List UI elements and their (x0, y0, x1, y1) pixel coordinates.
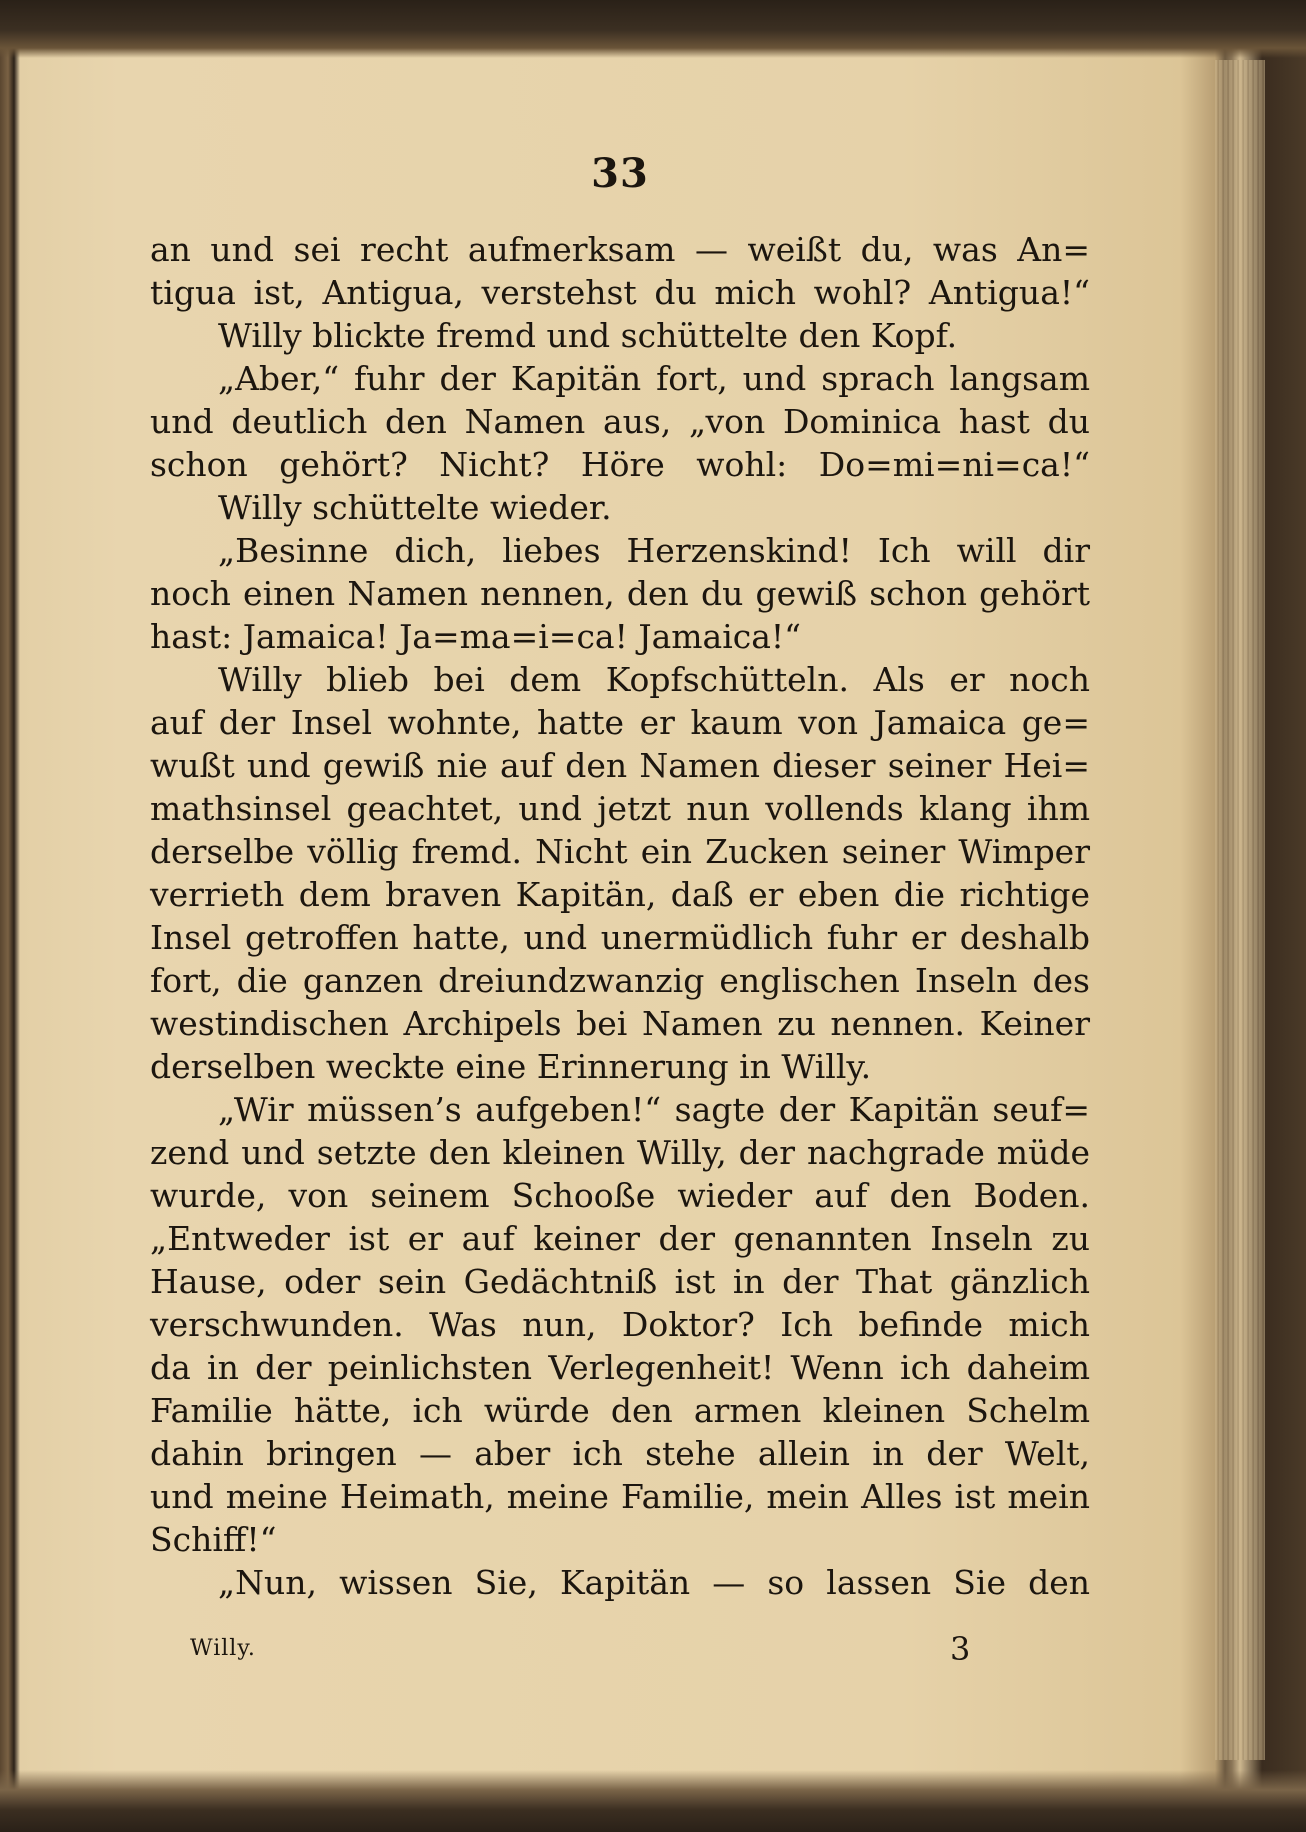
text-line: „Nun, wissen Sie, Kapitän — so lassen Sie den (218, 1563, 1090, 1602)
text-line: auf der Insel wohnte, hatte er kaum von Jamaica ge= (150, 703, 1090, 742)
text-line: noch einen Namen nennen, den du gewiß schon gehört (150, 574, 1090, 613)
text-line: dahin bringen — aber ich stehe allein in der Welt, (150, 1434, 1090, 1473)
text-line: an und sei recht aufmerksam — weißt du, was An= (150, 230, 1090, 269)
text-line: mathsinsel geachtet, und jetzt nun vollends klang ihm (150, 789, 1090, 828)
sheet-number: 3 (950, 1630, 971, 1668)
text-line: Willy schüttelte wieder. (218, 488, 612, 527)
signature-mark: Willy. (190, 1636, 256, 1661)
text-line: tigua ist, Antigua, verstehst du mich wohl? Antigua!“ (150, 273, 1090, 312)
page-content (150, 0, 1090, 1832)
body-text (150, 228, 1090, 1604)
text-line: derselbe völlig fremd. Nicht ein Zucken seiner Wimper (150, 832, 1090, 871)
text-line: „Wir müssen’s aufgeben!“ sagte der Kapitän seuf= (218, 1090, 1090, 1129)
text-line: hast: Jamaica! Ja=ma=i=ca! Jamaica!“ (150, 617, 802, 656)
text-line: westindischen Archipels bei Namen zu nennen. Keiner (150, 1004, 1090, 1043)
text-line: „Aber,“ fuhr der Kapitän fort, und sprach langsam (218, 359, 1090, 398)
text-line: fort, die ganzen dreiundzwanzig englischen Inseln des (150, 961, 1090, 1000)
text-line: wurde, von seinem Schooße wieder auf den Boden. (150, 1176, 1090, 1215)
text-line: verschwunden. Was nun, Doktor? Ich befinde mich (150, 1305, 1090, 1344)
text-line: „Entweder ist er auf keiner der genannten Inseln zu (150, 1219, 1090, 1258)
text-line: Hause, oder sein Gedächtniß ist in der That gänzlich (150, 1262, 1090, 1301)
text-line: Familie hätte, ich würde den armen kleinen Schelm (150, 1391, 1090, 1430)
text-line: zend und setzte den kleinen Willy, der nachgrade müde (150, 1133, 1090, 1172)
text-line: Willy blickte fremd und schüttelte den Kopf. (218, 316, 958, 355)
page-leaf-edges (1215, 60, 1265, 1760)
text-line: Willy blieb bei dem Kopfschütteln. Als er noch (218, 660, 1090, 699)
text-line: verrieth dem braven Kapitän, daß er eben die richtige (150, 875, 1090, 914)
text-line: schon gehört? Nicht? Höre wohl: Do=mi=ni=ca!“ (150, 445, 1090, 484)
text-line: und meine Heimath, meine Familie, mein Alles ist mein (150, 1477, 1090, 1516)
text-line: Schiff!“ (150, 1520, 277, 1559)
page-number: 33 (591, 150, 649, 197)
text-line: Insel getroffen hatte, und unermüdlich fuhr er deshalb (150, 918, 1090, 957)
text-line: „Besinne dich, liebes Herzenskind! Ich will dir (218, 531, 1090, 570)
page-footer (190, 1630, 1090, 1670)
text-line: derselben weckte eine Erinnerung in Willy. (150, 1047, 872, 1086)
text-line: da in der peinlichsten Verlegenheit! Wenn ich daheim (150, 1348, 1090, 1387)
text-line: und deutlich den Namen aus, „von Dominica hast du (150, 402, 1090, 441)
text-line: wußt und gewiß nie auf den Namen dieser seiner Hei= (150, 746, 1090, 785)
